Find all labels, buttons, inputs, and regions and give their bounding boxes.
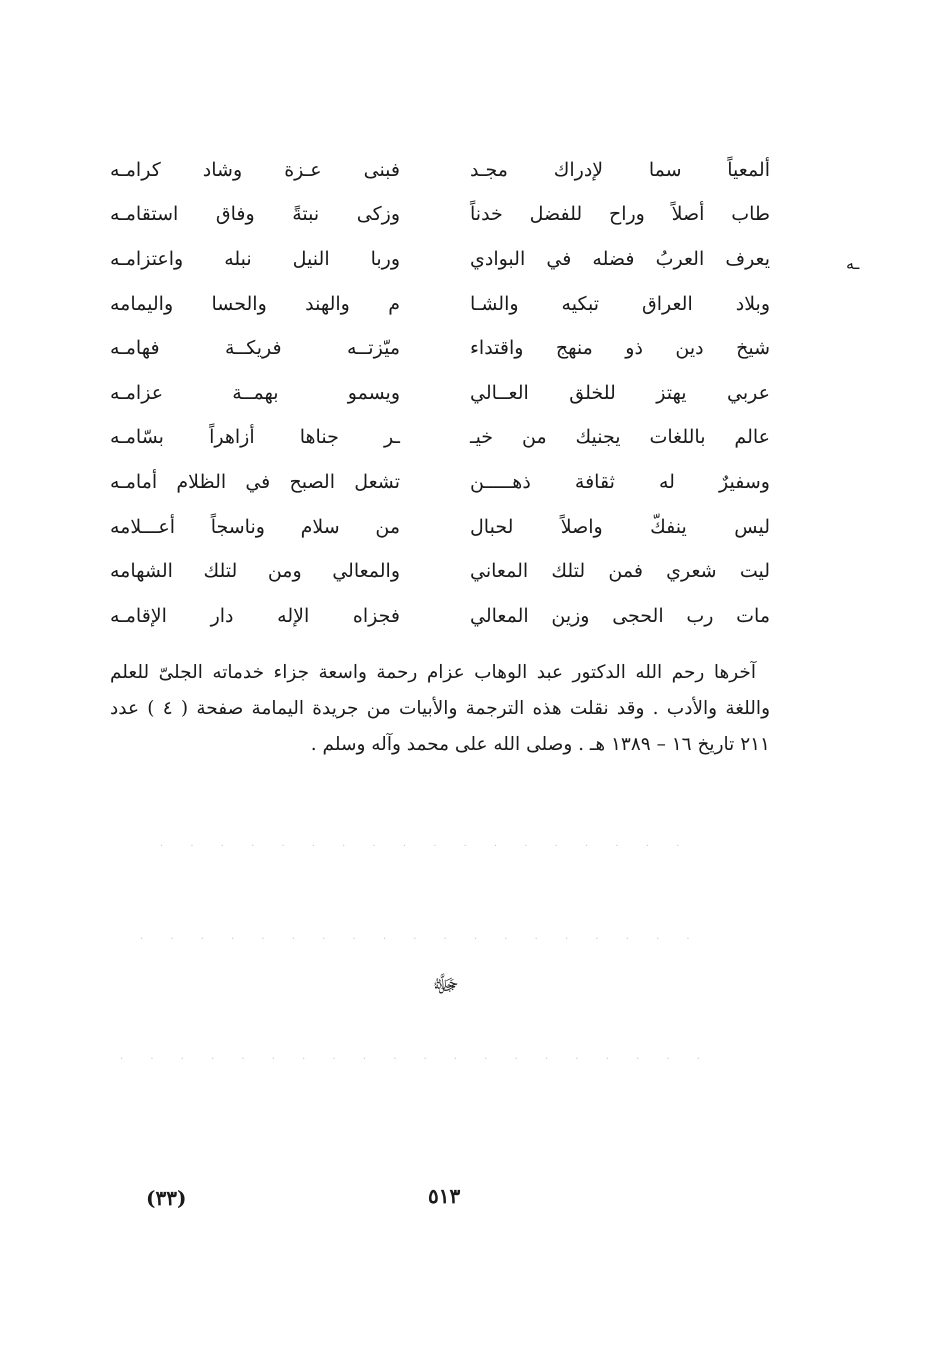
verse-second-hemistich: والمعالي ومن لتلك الشهامه xyxy=(110,560,400,583)
verse-first-hemistich: وسفيرٌ له ثقافة ذهـــــن xyxy=(470,470,770,493)
verse-second-hemistich: فجزاه الإله دار الإقامـه xyxy=(110,604,400,627)
signature-number: (٣٣) xyxy=(146,1186,187,1210)
prose-block xyxy=(110,655,770,763)
scan-noise: · · · · · · · · · · · · · · · · · · · · xyxy=(120,1054,712,1065)
poem xyxy=(110,148,770,639)
poem-verse xyxy=(110,237,770,282)
verse-second-hemistich: ويسمو بهمــة عزامـه xyxy=(110,381,400,404)
margin-mark: ـه xyxy=(846,254,860,273)
verse-first-hemistich: ليت شعري فمن لتلك المعاني xyxy=(470,560,770,583)
verse-first-hemistich: وبلاد العراق تبكيه والشـا xyxy=(470,292,770,315)
verse-second-hemistich: ميّزتــه فريكــة فهامـه xyxy=(110,337,400,360)
verse-first-hemistich: شيخ دين ذو منهج واقتداء xyxy=(470,337,770,360)
verse-first-hemistich: طاب أصلاً وراح للفضل خدناً xyxy=(470,203,770,226)
scan-noise: · · · · · · · · · · · · · · · · · · · xyxy=(140,934,702,945)
ornament-icon: ﷻ xyxy=(432,970,460,998)
verse-second-hemistich: وزكى نبتةً وفاق استقامـه xyxy=(110,203,400,226)
verse-second-hemistich: فبنى عـزة وشاد كرامـه xyxy=(110,158,400,181)
verse-second-hemistich: ـر جناها أزاهراً بسّامـه xyxy=(110,426,400,449)
poem-verse xyxy=(110,549,770,594)
verse-second-hemistich: م والهند والحسا واليمامه xyxy=(110,292,400,315)
prose-paragraph: آخرها رحم الله الدكتور عبد الوهاب عزام رحمة واسعة جزاء خدماته الجلىّ للعلم واللغة والأدب . وقد نقلت هذه الترجمة والأبيات من جريدة اليمامة صفحة ( ٤ ) عدد ٢١١ تاريخ ١٦ – ١٣٨٩ هـ . وصلى الله على محمد وآله وسلم . xyxy=(110,662,771,755)
poem-verse xyxy=(110,282,770,327)
verse-first-hemistich: ألمعياً سما لإدراك مجـد xyxy=(470,158,770,181)
verse-second-hemistich: من سلام وناسجاً أعـــلامه xyxy=(110,515,400,538)
poem-verse xyxy=(110,193,770,238)
poem-verse xyxy=(110,505,770,550)
verse-first-hemistich: يعرف العربُ فضله في البوادي xyxy=(470,247,770,270)
verse-first-hemistich: عالم باللغات يجنيك من خيـ xyxy=(470,426,770,449)
poem-verse xyxy=(110,326,770,371)
verse-first-hemistich: ليس ينفكّ واصلاً لحبال xyxy=(470,515,770,538)
poem-verse xyxy=(110,460,770,505)
poem-verse xyxy=(110,594,770,639)
verse-second-hemistich: تشعل الصبح في الظلام أمامـه xyxy=(110,470,400,493)
verse-second-hemistich: وربا النيل نبله واعتزامـه xyxy=(110,247,400,270)
scan-noise: · · · · · · · · · · · · · · · · · · xyxy=(160,841,692,852)
page-number: ٥١٣ xyxy=(428,1184,461,1208)
poem-verse xyxy=(110,148,770,193)
verse-first-hemistich: مات رب الحجى وزين المعالي xyxy=(470,604,770,627)
verse-first-hemistich: عربي يهتز للخلق العــالي xyxy=(470,381,770,404)
poem-verse xyxy=(110,416,770,461)
poem-verse xyxy=(110,371,770,416)
